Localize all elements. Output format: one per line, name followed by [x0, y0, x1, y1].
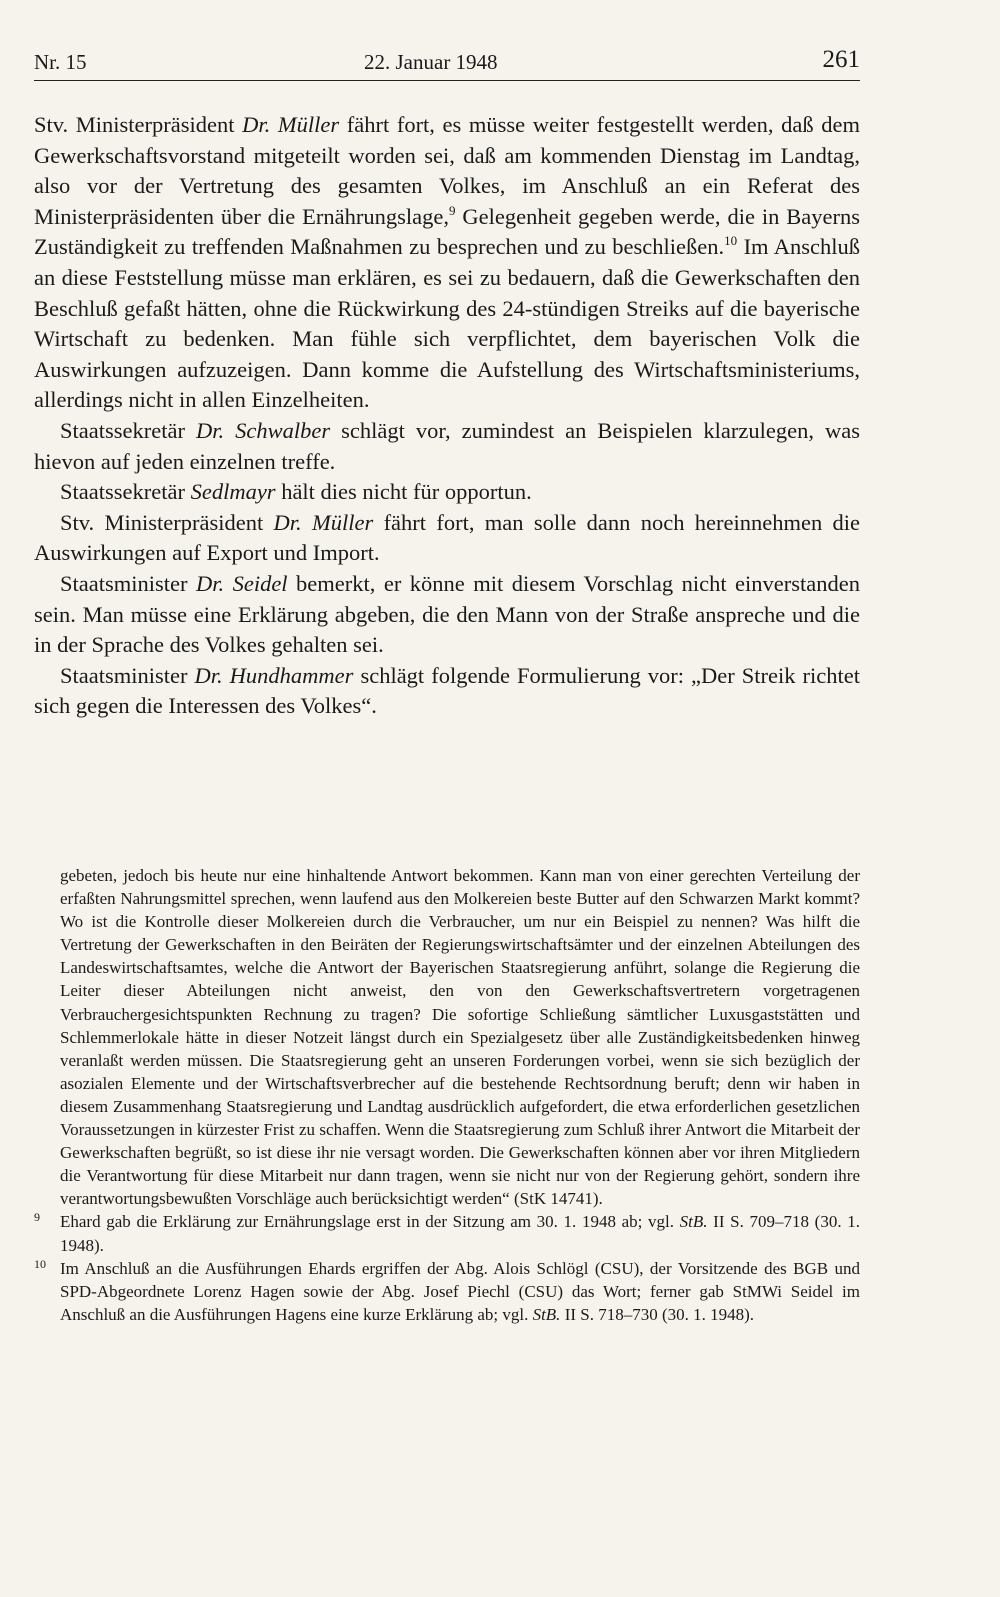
- text-run: hält dies nicht für opportun.: [275, 479, 532, 505]
- main-text: [34, 110, 860, 722]
- italic-text: Dr. Hundhammer: [194, 662, 354, 688]
- footnote-text: [60, 1259, 860, 1324]
- text-run: Gelegenheit gegeben werde, die in Bayerns Zuständigkeit zu treffenden Maßnahmen zu besprechen und zu beschließen.: [34, 203, 861, 260]
- italic-text: Sedlmayr: [190, 479, 276, 505]
- issue-number: Nr. 15: [34, 50, 87, 74]
- italic-text: StB.: [679, 1212, 708, 1232]
- text-run: Im Anschluß an die Ausführungen Ehards ergriffen der Abg. Alois Schlögl (CSU), der Vorsitzende des BGB und SPD-Abgeordnete Lorenz Hagen sowie der Abg. Josef Piechl (CSU) das Wort; ferner gab StMWi Seidel im Anschluß an die Ausführungen Hagens eine kurze Erklärung ab; vgl.: [60, 1258, 860, 1324]
- italic-text: Dr. Müller: [273, 509, 374, 535]
- footnote-number: 9: [34, 1210, 40, 1225]
- header-rule: [34, 80, 860, 81]
- text-run: Staatssekretär: [60, 479, 191, 505]
- running-header: [34, 44, 860, 74]
- text-run: Staatssekretär: [60, 417, 196, 443]
- footnote-continuation: gebeten, jedoch bis heute nur eine hinhaltende Antwort bekommen. Kann man von einer gerechten Verteilung der erfaßten Nahrungsmittel sprechen, wenn laufend aus den Molkereien beste Butter auf den Schwarzen Markt kommt? Wo ist die Kontrolle dieser Molkereien durch die Verbraucher, um nur ein Beispiel zu nennen? Was hilft die Vertretung der Gewerkschaften in den Beiräten der Regierungswirtschaftsämter und der einzelnen Abteilungen des Landeswirtschaftsamtes, welche die Antwort der Bayerischen Staatsregierung anführt, solange die Regierung die Leiter dieser Abteilungen nicht anweist, den von den Gewerkschaftsvertretern vorgetragenen Verbrauchergesichtspunkten Rechnung zu tragen? Die sofortige Schließung sämtlicher Luxusgaststätten und Schlemmerlokale hätte in dieser Notzeit längst durch ein Spezialgesetz über alle Zuständigkeitsbedenken hinweg veranlaßt werden müssen. Die Staatsregierung geht an unseren Forderungen vorbei, wenn sie sich bezüglich der asozialen Elemente und der Wirtschaftsverbrecher auf die bestehende Rechtsordnung beruft; denn wir haben in diesem Zusammenhang Staatsregierung und Landtag ausdrücklich aufgefordert, die etwa erforderlichen gesetzlichen Voraussetzungen in kürzester Frist zu schaffen. Wenn die Staatsregierung zum Schluß ihrer Antwort die Mitarbeit der Gewerkschaften begrüßt, so ist diese ihr nie versagt worden. Die Gewerkschaften können aber vor ihren Mitgliedern die Verantwortung für diese Mitarbeit nur dann tragen, wenn sie nicht nur von der Regierung gehört, sondern ihre verantwortungsbewußten Vorschläge auch berücksichtigt werden“ (StK 14741).: [60, 866, 860, 1209]
- footnotes: [34, 864, 860, 1326]
- paragraph: [34, 477, 860, 508]
- page-number: 261: [822, 46, 860, 73]
- text-run: II S. 709–718 (30. 1. 1948).: [60, 1212, 860, 1255]
- text-run: schlägt vor, zumindest an Beispielen klarzulegen, was hievon auf jeden einzelnen treffe.: [34, 417, 861, 474]
- italic-text: Dr.: [242, 112, 278, 137]
- italic-text: Dr. Seidel: [195, 570, 288, 596]
- text-run: fährt fort, man solle dann noch hereinnehmen die Auswirkungen auf Export und Import.: [34, 509, 861, 566]
- text-run: Staatsminister: [60, 662, 195, 688]
- italic-text: StB.: [532, 1304, 561, 1324]
- footnote-9: [34, 1210, 860, 1256]
- italic-text: Dr. Schwalber: [195, 417, 331, 443]
- footnote-ref: 9: [449, 202, 456, 218]
- text-run: II S. 718–730 (30. 1. 1948).: [560, 1304, 755, 1324]
- text-run: Stv. Ministerpräsident: [34, 112, 243, 137]
- text-run: Stv. Ministerpräsident: [60, 509, 274, 535]
- paragraph: [34, 110, 860, 416]
- footnote-ref: 10: [724, 233, 738, 249]
- footnote-10: [34, 1257, 860, 1326]
- text-run: Staatsminister: [60, 570, 196, 596]
- text-run: fährt fort, es müsse weiter festgestellt werden, daß dem Gewerkschaftsvorstand mitgeteilt worden sei, daß am kommenden Dienstag im Landtag, also vor der Vertretung des gesamten Volkes, im Anschluß an ein Referat des Ministerpräsidenten über die Ernährungslage,: [34, 112, 860, 229]
- session-date: 22. Januar 1948: [364, 50, 498, 74]
- text-run: bemerkt, er könne mit diesem Vorschlag nicht einverstanden sein. Man müsse eine Erklärung abgeben, die den Mann von der Straße anspreche und die in der Sprache des Volkes gehalten sei.: [34, 570, 860, 658]
- italic-text: Müller: [277, 112, 340, 137]
- paragraph: [34, 508, 860, 569]
- paragraph: [34, 416, 860, 477]
- text-run: Ehard gab die Erklärung zur Ernährungslage erst in der Sitzung am 30. 1. 1948 ab; vgl.: [60, 1212, 680, 1232]
- footnote-text: [60, 1212, 860, 1254]
- paragraph: [34, 661, 860, 722]
- footnote-number: 10: [34, 1256, 46, 1271]
- paragraph: [34, 569, 860, 661]
- text-run: Im Anschluß an diese Feststellung müsse man erklären, es sei zu bedauern, daß die Gewerkschaften den Beschluß gefaßt hätten, ohne die Rückwirkung des 24-stündigen Streiks auf die bayerische Wirtschaft zu bedenken. Man fühle sich verpflichtet, dem bayerischen Volk die Auswirkungen aufzuzeigen. Dann komme die Aufstellung des Wirtschaftsministeriums, allerdings nicht in allen Einzelheiten.: [34, 234, 860, 413]
- text-run: schlägt folgende Formulierung vor: „Der Streik richtet sich gegen die Interessen des Volkes“.: [34, 662, 860, 719]
